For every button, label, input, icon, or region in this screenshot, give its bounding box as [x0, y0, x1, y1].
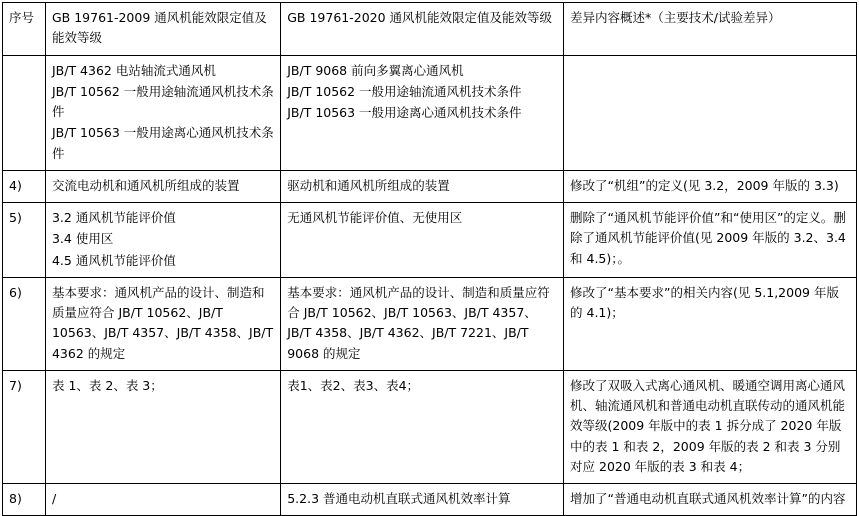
- row-difference: [564, 55, 857, 170]
- row-old-standard: 基本要求：通风机产品的设计、制造和质量应符合 JB/T 10562、JB/T 10563、JB/T 4357、JB/T 4358、JB/T 4362 的规定: [45, 277, 280, 370]
- row-new-standard: 无通风机节能评价值、无使用区: [281, 203, 564, 278]
- row-new-standard: 基本要求：通风机产品的设计、制造和质量应符合 JB/T 10562、JB/T 10563、JB/T 4357、JB/T 4358、JB/T 4362、JB/T 7221、JB/T 9068 的规定: [281, 277, 564, 370]
- row-difference: 修改了“基本要求”的相关内容(见 5.1,2009 年版的 4.1)；: [564, 277, 857, 370]
- standard-comparison-table: [2, 2, 857, 516]
- table-row: [3, 55, 857, 170]
- row-old-standard: 交流电动机和通风机所组成的装置: [45, 170, 280, 202]
- row-new-standard: 表1、表2、表3、表4；: [281, 370, 564, 483]
- table-row: [3, 170, 857, 202]
- table-row: [3, 203, 857, 278]
- row-old-standard: 表 1、表 2、表 3；: [45, 370, 280, 483]
- row-index: [3, 55, 46, 170]
- table-row: [3, 370, 857, 483]
- column-header-index: 序号: [3, 3, 46, 56]
- row-index: 6): [3, 277, 46, 370]
- column-header-old-standard: GB 19761-2009 通风机能效限定值及能效等级: [45, 3, 280, 56]
- table-body: [3, 55, 857, 516]
- table-row: [3, 484, 857, 516]
- column-header-new-standard: GB 19761-2020 通风机能效限定值及能效等级: [281, 3, 564, 56]
- column-header-difference: 差异内容概述*（主要技术/试验差异）: [564, 3, 857, 56]
- row-old-standard: 3.2 通风机节能评价值 3.4 使用区 4.5 通风机节能评价值: [45, 203, 280, 278]
- row-new-standard: 驱动机和通风机所组成的装置: [281, 170, 564, 202]
- table-header-row: [3, 3, 857, 56]
- row-new-standard: JB/T 9068 前向多翼离心通风机 JB/T 10562 一般用途轴流通风机技术条件 JB/T 10563 一般用途离心通风机技术条件: [281, 55, 564, 170]
- row-index: 7): [3, 370, 46, 483]
- row-index: 5): [3, 203, 46, 278]
- document-page: [0, 2, 859, 506]
- row-old-standard: JB/T 4362 电站轴流式通风机 JB/T 10562 一般用途轴流通风机技术条件 JB/T 10563 一般用途离心通风机技术条件: [45, 55, 280, 170]
- row-difference: 增加了“普通电动机直联式通风机效率计算”的内容: [564, 484, 857, 516]
- row-difference: 删除了“通风机节能评价值”和“使用区”的定义。删除了通风机节能评价值(见 2009 年版的 3.2、3.4 和 4.5)；。: [564, 203, 857, 278]
- row-difference: 修改了“机组”的定义(见 3.2，2009 年版的 3.3): [564, 170, 857, 202]
- row-old-standard: /: [45, 484, 280, 516]
- row-difference: 修改了双吸入式离心通风机、暖通空调用离心通风机、轴流通风机和普通电动机直联传动的通风机能效等级(2009 年版中的表 1 拆分成了 2020 年版中的表 1 和表 2，2009 年版的表 2 和表 3 分别对应 2020 年版的表 3 和表 4；: [564, 370, 857, 483]
- table-row: [3, 277, 857, 370]
- row-index: 4): [3, 170, 46, 202]
- row-new-standard: 5.2.3 普通电动机直联式通风机效率计算: [281, 484, 564, 516]
- row-index: 8): [3, 484, 46, 516]
